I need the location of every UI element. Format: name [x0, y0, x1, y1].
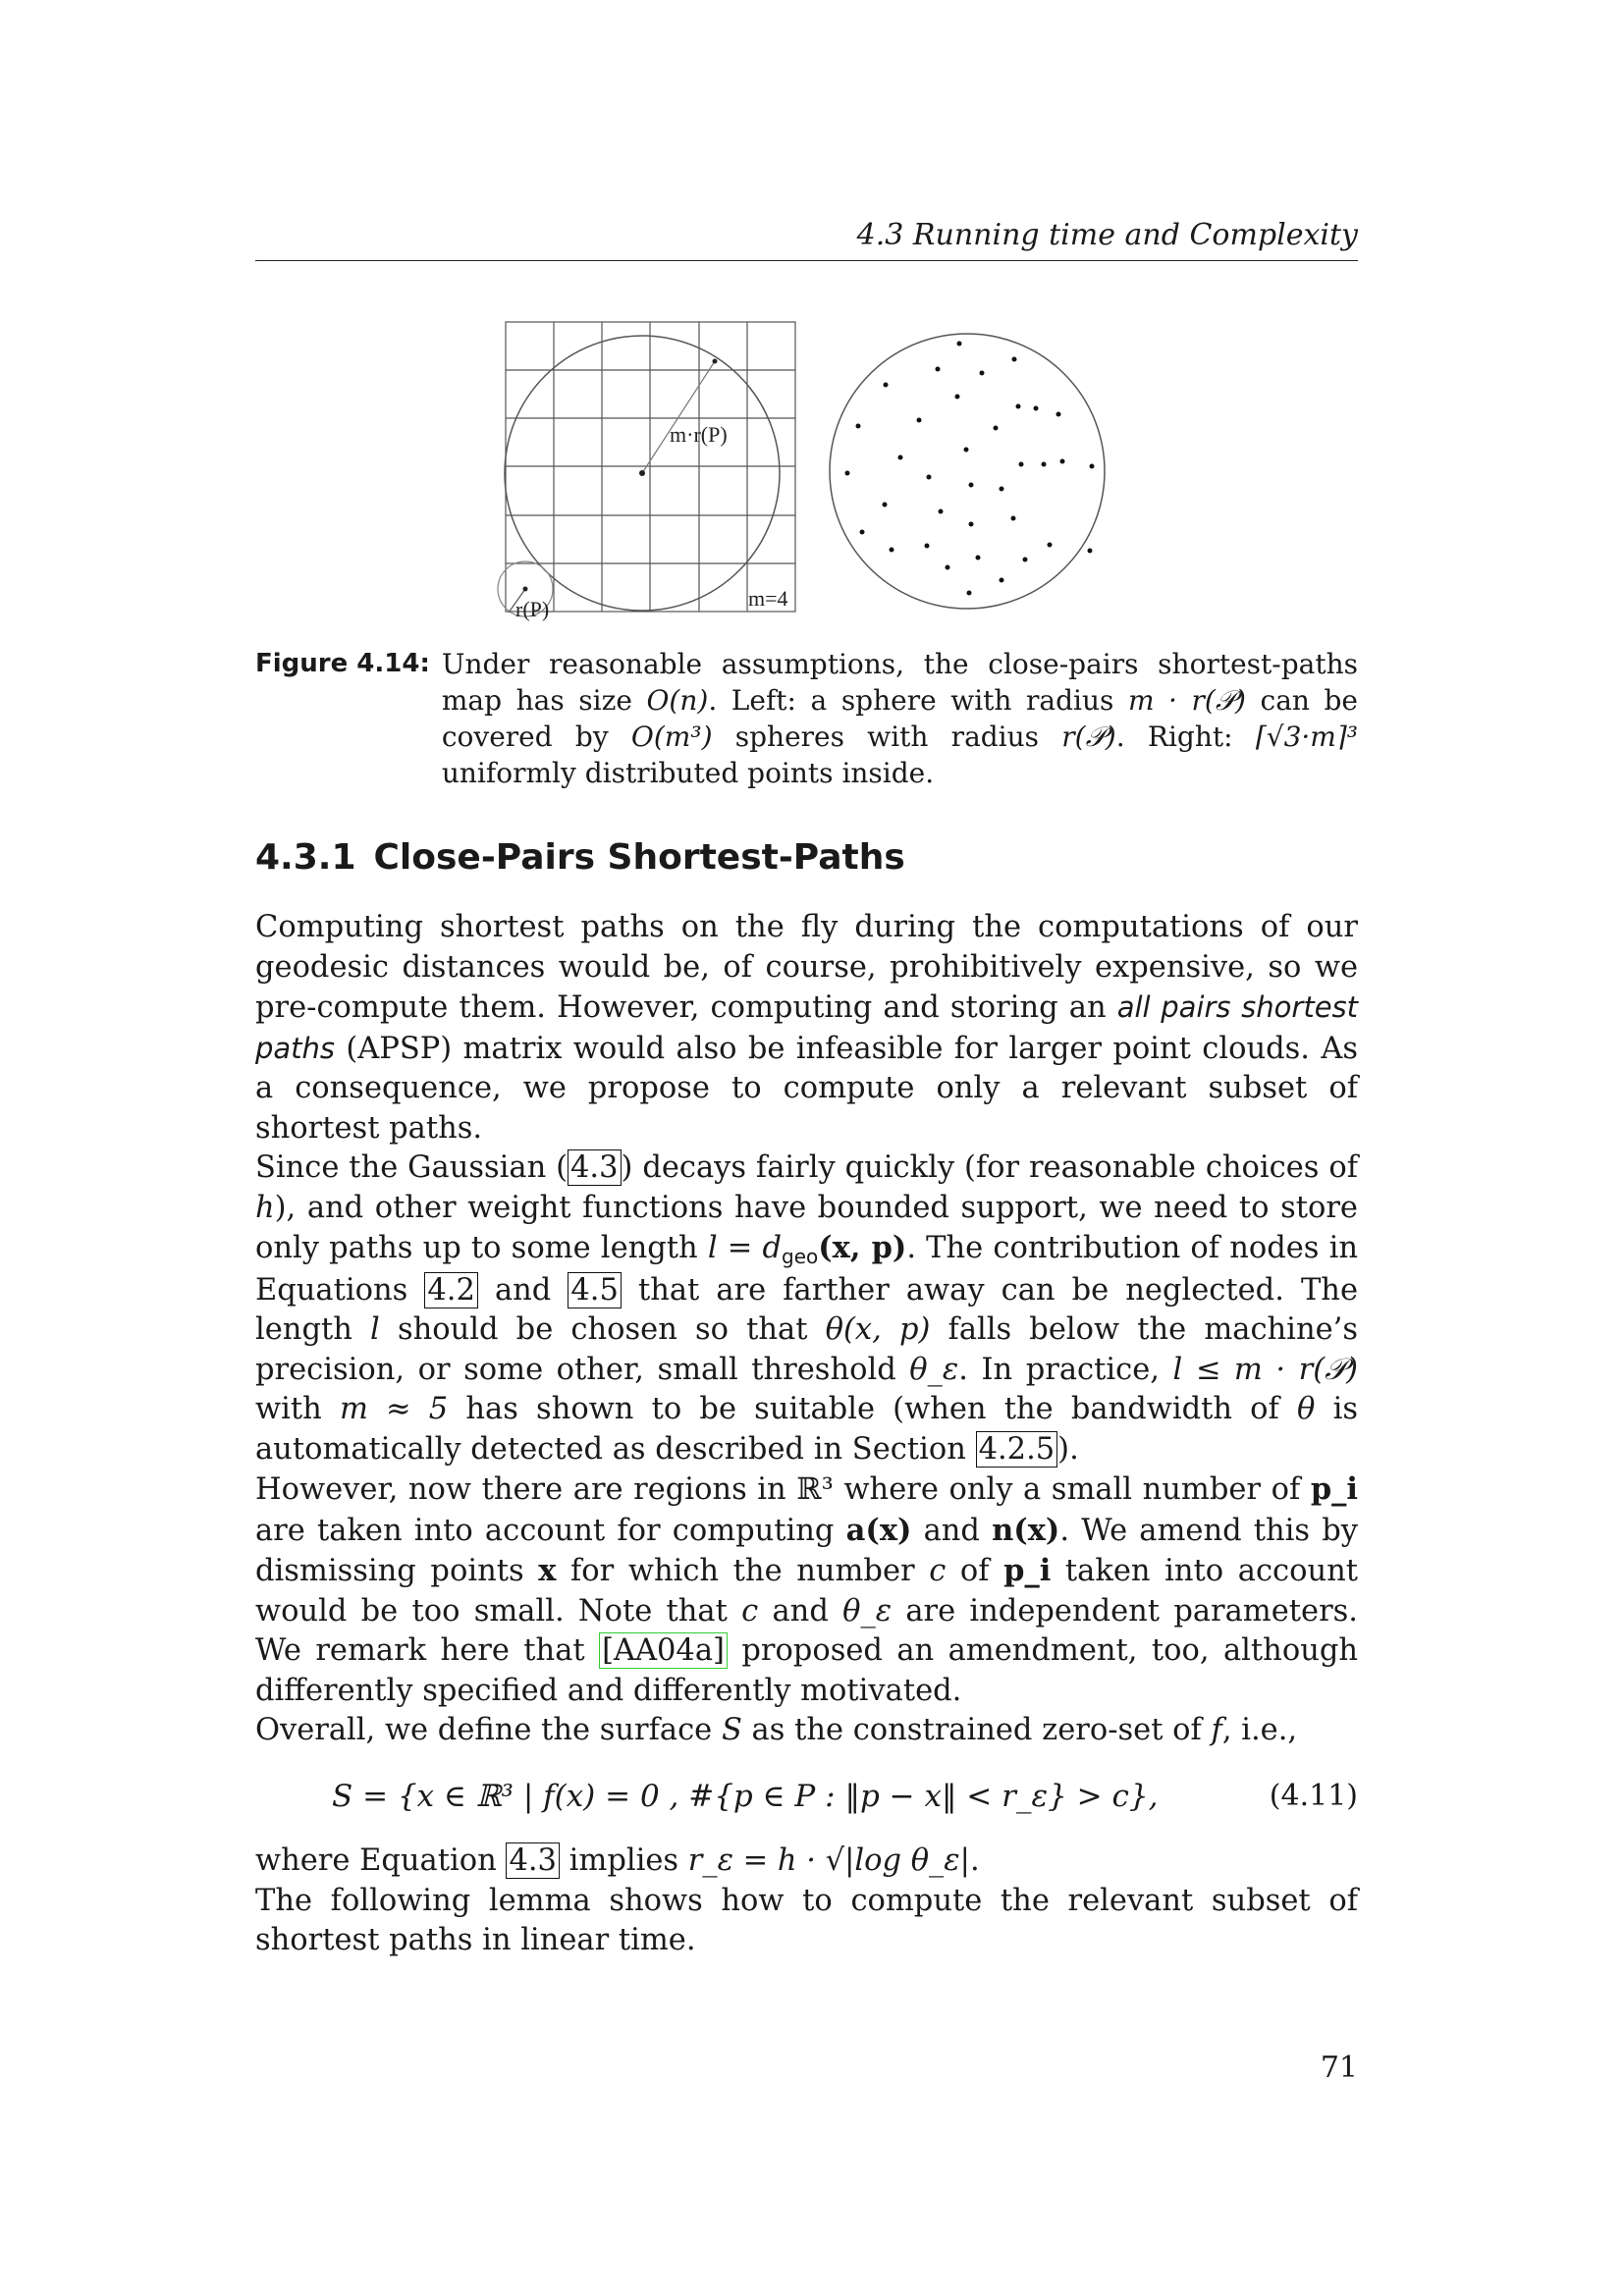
text-segment: and	[911, 1513, 993, 1548]
text-segment: . In practice,	[958, 1352, 1173, 1387]
text-segment: that are farther away can be neglected. The length	[255, 1272, 1358, 1347]
center-point	[639, 470, 645, 476]
math: θ_ε	[842, 1593, 893, 1629]
caption-math: m · r(𝒫)	[1127, 684, 1246, 717]
section-heading	[255, 834, 905, 881]
math: p_i	[1310, 1471, 1358, 1507]
page-number: 71	[1320, 2051, 1358, 2085]
equation-ref-4-3-b[interactable]: 4.3	[506, 1842, 560, 1879]
text-segment: are independent parameters. We remark here that	[255, 1593, 1358, 1668]
section-number: 4.3.1	[255, 837, 356, 878]
section-ref-4-2-5[interactable]: 4.2.5	[976, 1431, 1058, 1468]
text-segment: taken into account would be too small. Note that	[255, 1554, 1359, 1629]
radius-endpoint	[713, 359, 718, 364]
equation-ref-4-3[interactable]: 4.3	[568, 1149, 622, 1186]
math: c	[741, 1593, 759, 1629]
math: a(x)	[845, 1512, 912, 1548]
caption-text	[442, 646, 1358, 791]
text-segment: .	[969, 1843, 980, 1878]
figure-caption	[255, 646, 1358, 791]
text-segment: ).	[1057, 1431, 1079, 1467]
text-segment: Since the Gaussian (	[255, 1150, 568, 1185]
point-cloud	[845, 342, 1095, 596]
label-radius: m·r(P)	[670, 422, 728, 447]
text-segment: should be chosen so that	[379, 1312, 826, 1347]
text-segment: has shown to be suitable (when the bandwidth of	[448, 1392, 1298, 1426]
math: n(x)	[992, 1512, 1060, 1548]
math: m ≈ 5	[339, 1392, 449, 1426]
running-header: 4.3 Running time and Complexity	[856, 218, 1358, 252]
section-title: Close-Pairs Shortest-Paths	[373, 837, 905, 878]
header-rule	[255, 260, 1358, 261]
math: c	[929, 1554, 947, 1588]
text-segment: is automatically detected as described in Section	[255, 1392, 1358, 1467]
text-segment: ), and other weight functions have bounded support, we need to store only paths up to some length	[255, 1190, 1358, 1265]
text-segment: and	[758, 1593, 843, 1629]
paragraph-6: The following lemma shows how to compute the relevant subset of shortest paths in linear time.	[255, 1883, 1358, 1957]
math: l	[370, 1312, 380, 1347]
caption-math: r(𝒫)	[1061, 721, 1116, 753]
caption-segment: uniformly distributed points inside.	[441, 757, 935, 789]
figure-4-14	[491, 312, 1129, 626]
math: h	[255, 1190, 275, 1225]
body-text	[255, 908, 1358, 1961]
math: x	[538, 1553, 557, 1588]
text-segment: Computing shortest paths on the fly during the computations of our geodesic distances would be, of course, prohibitively expensive, so we pre-compute them. However, computing and storing an	[255, 910, 1358, 1025]
text-segment: falls below the machine’s precision, or some other, small threshold	[255, 1312, 1358, 1387]
figure-illustration	[491, 312, 1129, 626]
equation-formula: S = {x ∈ ℝ³ | f(x) = 0 , #{p ∈ P : ‖p − x‖ < r_ε} > c},	[332, 1778, 1159, 1814]
caption-segment: Under reasonable assumptions, the close-pairs shortest-paths map has size	[441, 648, 1358, 717]
text-segment: are taken into account for computing	[255, 1513, 846, 1548]
math: θ_ε	[909, 1352, 959, 1387]
citation-aa04a[interactable]: [AA04a]	[599, 1632, 728, 1669]
caption-math: ⌈√3·m⌉³	[1255, 721, 1358, 753]
text-segment: . The contribution of nodes in Equations	[255, 1231, 1358, 1308]
paragraph-2	[255, 1148, 1358, 1469]
math: f	[1211, 1713, 1222, 1747]
math: θ(x, p)	[825, 1312, 931, 1347]
text-segment: , i.e.,	[1221, 1713, 1298, 1747]
caption-segment: . Right:	[1115, 721, 1256, 753]
sphere-with-points	[830, 334, 1105, 609]
text-segment: as the constrained zero-set of	[741, 1713, 1212, 1747]
caption-segment: spheres with radius	[712, 721, 1062, 753]
equation-number: (4.11)	[1269, 1778, 1358, 1813]
text-segment: (APSP) matrix would also be infeasible for larger point clouds. As a consequence, we propose to compute only a relevant subset of shortest paths.	[255, 1031, 1358, 1146]
math: θ	[1297, 1392, 1316, 1426]
text-segment: proposed an amendment, too, although differently specified and differently motivated.	[255, 1633, 1359, 1708]
math: r_ε = h · √|log θ_ε|	[687, 1843, 970, 1878]
paragraph-4	[255, 1711, 1358, 1751]
emphasis: all pairs shortest paths	[255, 990, 1359, 1065]
text-segment: However, now there are regions in ℝ³ where only a small number of	[255, 1472, 1311, 1507]
equation-ref-4-5[interactable]: 4.5	[568, 1272, 622, 1308]
text-segment: for which the number	[556, 1554, 930, 1588]
caption-math: O(m³)	[630, 721, 713, 753]
math: S	[721, 1713, 742, 1747]
text-segment: where Equation	[255, 1843, 507, 1878]
subscript-geo: geo	[782, 1245, 819, 1268]
caption-label: Figure 4.14:	[255, 649, 430, 678]
caption-segment: . Left: a sphere with radius	[708, 684, 1128, 717]
equation-4-11	[255, 1751, 1358, 1842]
small-center-point	[523, 587, 528, 592]
label-m: m=4	[748, 586, 788, 611]
equation-ref-4-2[interactable]: 4.2	[424, 1272, 478, 1308]
text-segment: with	[255, 1392, 340, 1426]
radius-line	[642, 361, 715, 473]
math: l ≤ m · r(𝒫)	[1172, 1352, 1358, 1387]
math: l = d	[707, 1231, 782, 1265]
text-segment: . We amend this by dismissing points	[255, 1513, 1359, 1588]
paragraph-1	[255, 908, 1358, 1148]
text-segment: of	[946, 1554, 1004, 1588]
text-segment: and	[477, 1272, 568, 1308]
label-small-radius: r(P)	[515, 597, 550, 621]
text-segment: Overall, we define the surface	[255, 1713, 722, 1747]
paragraph-5	[255, 1842, 1358, 1882]
text-segment: implies	[559, 1843, 688, 1878]
grid	[506, 322, 795, 612]
math: (x, p)	[818, 1230, 907, 1265]
math: p_i	[1003, 1553, 1052, 1588]
caption-math: O(n)	[646, 684, 709, 717]
text-segment: ) decays fairly quickly (for reasonable choices of	[621, 1150, 1358, 1185]
paragraph-3	[255, 1469, 1358, 1711]
caption-segment: can be covered by	[441, 684, 1358, 753]
